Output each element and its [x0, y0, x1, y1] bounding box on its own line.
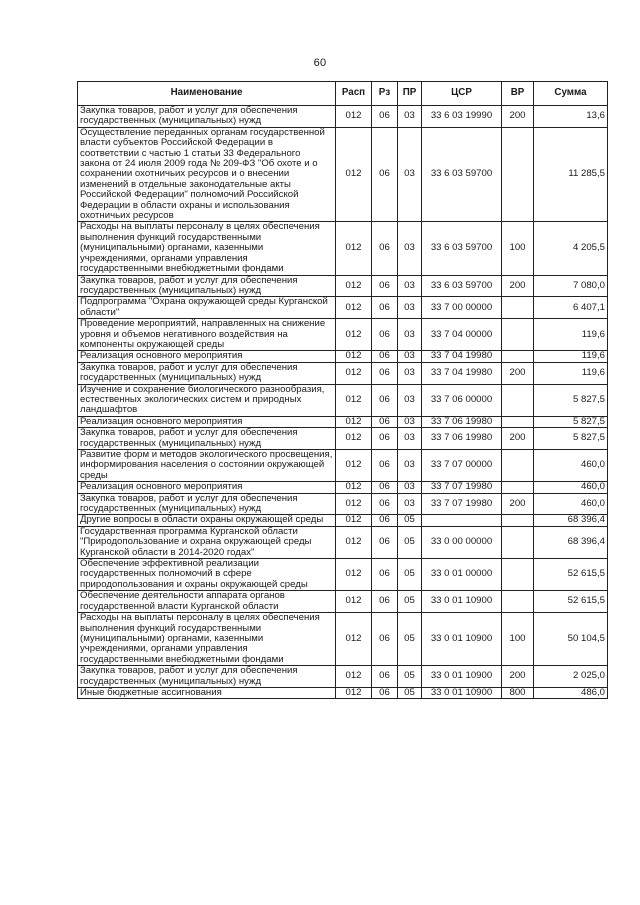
cell-vr [502, 319, 534, 351]
cell-csr: 33 0 00 00000 [422, 526, 502, 558]
table-row [78, 416, 608, 427]
cell-csr: 33 7 06 19980 [422, 428, 502, 450]
cell-name: Обеспечение деятельности аппарата органов государственной власти Курганской области [78, 591, 336, 613]
cell-vr: 100 [502, 222, 534, 275]
table-row [78, 275, 608, 297]
cell-csr: 33 0 01 10900 [422, 613, 502, 666]
cell-pr: 03 [398, 416, 422, 427]
cell-csr: 33 7 04 00000 [422, 319, 502, 351]
cell-name: Подпрограмма "Охрана окружающей среды Курганской области" [78, 297, 336, 319]
cell-pr: 03 [398, 275, 422, 297]
cell-rasp: 012 [336, 127, 372, 222]
cell-rz: 06 [372, 526, 398, 558]
cell-sum: 5 827,5 [534, 416, 608, 427]
cell-rasp: 012 [336, 384, 372, 416]
cell-rasp: 012 [336, 591, 372, 613]
cell-rasp: 012 [336, 297, 372, 319]
cell-rasp: 012 [336, 559, 372, 591]
cell-name: Иные бюджетные ассигнования [78, 687, 336, 698]
cell-rz: 06 [372, 591, 398, 613]
cell-pr: 03 [398, 297, 422, 319]
cell-pr: 05 [398, 591, 422, 613]
cell-vr: 200 [502, 106, 534, 128]
cell-csr: 33 7 04 19980 [422, 351, 502, 362]
cell-pr: 05 [398, 515, 422, 526]
cell-rz: 06 [372, 482, 398, 493]
cell-pr: 03 [398, 482, 422, 493]
cell-name: Реализация основного мероприятия [78, 416, 336, 427]
cell-csr: 33 7 07 00000 [422, 450, 502, 482]
cell-csr: 33 0 01 10900 [422, 666, 502, 688]
cell-vr: 100 [502, 613, 534, 666]
table-row [78, 591, 608, 613]
header-name: Наименование [78, 82, 336, 106]
cell-sum: 4 205,5 [534, 222, 608, 275]
cell-rz: 06 [372, 613, 398, 666]
cell-csr [422, 515, 502, 526]
table-row [78, 450, 608, 482]
cell-sum: 68 396,4 [534, 526, 608, 558]
cell-rasp: 012 [336, 106, 372, 128]
cell-csr: 33 7 06 19980 [422, 416, 502, 427]
table-body [78, 106, 608, 699]
cell-pr: 05 [398, 526, 422, 558]
cell-csr: 33 7 06 00000 [422, 384, 502, 416]
cell-vr [502, 351, 534, 362]
cell-rz: 06 [372, 351, 398, 362]
cell-name: Реализация основного мероприятия [78, 482, 336, 493]
table-row [78, 559, 608, 591]
table-row [78, 384, 608, 416]
cell-csr: 33 7 04 19980 [422, 362, 502, 384]
cell-rasp: 012 [336, 416, 372, 427]
cell-rz: 06 [372, 687, 398, 698]
cell-name: Проведение мероприятий, направленных на снижение уровня и объемов негативного воздействия на компоненты окружающей среды [78, 319, 336, 351]
cell-sum: 119,6 [534, 362, 608, 384]
cell-sum: 460,0 [534, 450, 608, 482]
cell-sum: 460,0 [534, 493, 608, 515]
cell-pr: 03 [398, 362, 422, 384]
page-number: 60 [313, 57, 327, 69]
cell-vr [502, 416, 534, 427]
cell-pr: 03 [398, 493, 422, 515]
table-row [78, 127, 608, 222]
cell-rasp: 012 [336, 362, 372, 384]
cell-vr [502, 450, 534, 482]
cell-csr: 33 0 01 00000 [422, 559, 502, 591]
table-row [78, 613, 608, 666]
cell-vr [502, 297, 534, 319]
cell-name: Закупка товаров, работ и услуг для обеспечения государственных (муниципальных) нужд [78, 666, 336, 688]
cell-rz: 06 [372, 515, 398, 526]
cell-name: Осуществление переданных органам государственной власти субъектов Российской Федерации в соответствии с частью 1 статьи 33 Федерального закона от 24 июля 2009 года № 209-ФЗ "Об охоте и о сохранении охотничьих ресурсов и о внесении изменений в отдельные законодательные акты Российской Федерации" полномочий Российской Федерации в области охраны и использования охотничьих ресурсов [78, 127, 336, 222]
cell-sum: 7 080,0 [534, 275, 608, 297]
cell-pr: 05 [398, 687, 422, 698]
cell-rasp: 012 [336, 666, 372, 688]
cell-name: Изучение и сохранение биологического разнообразия, естественных экологических систем и природных ландшафтов [78, 384, 336, 416]
cell-rasp: 012 [336, 493, 372, 515]
cell-sum: 2 025,0 [534, 666, 608, 688]
cell-rasp: 012 [336, 687, 372, 698]
cell-rasp: 012 [336, 450, 372, 482]
cell-vr [502, 384, 534, 416]
table-row [78, 526, 608, 558]
table-row [78, 515, 608, 526]
cell-rz: 06 [372, 450, 398, 482]
cell-rz: 06 [372, 493, 398, 515]
cell-sum: 119,6 [534, 319, 608, 351]
cell-rz: 06 [372, 319, 398, 351]
header-sum: Сумма [534, 82, 608, 106]
cell-rasp: 012 [336, 613, 372, 666]
cell-pr: 03 [398, 351, 422, 362]
cell-vr [502, 526, 534, 558]
cell-rz: 06 [372, 428, 398, 450]
cell-sum: 119,6 [534, 351, 608, 362]
header-rasp: Расп [336, 82, 372, 106]
cell-vr [502, 515, 534, 526]
cell-csr: 33 0 01 10900 [422, 687, 502, 698]
cell-rz: 06 [372, 275, 398, 297]
cell-name: Закупка товаров, работ и услуг для обеспечения государственных (муниципальных) нужд [78, 428, 336, 450]
cell-rz: 06 [372, 362, 398, 384]
cell-pr: 03 [398, 384, 422, 416]
cell-rasp: 012 [336, 275, 372, 297]
cell-name: Закупка товаров, работ и услуг для обеспечения государственных (муниципальных) нужд [78, 362, 336, 384]
cell-vr: 200 [502, 362, 534, 384]
cell-vr: 800 [502, 687, 534, 698]
cell-csr: 33 0 01 10900 [422, 591, 502, 613]
cell-name: Обеспечение эффективной реализации государственных полномочий в сфере природопользования и охраны окружающей среды [78, 559, 336, 591]
table-row [78, 687, 608, 698]
cell-sum: 50 104,5 [534, 613, 608, 666]
cell-pr: 03 [398, 222, 422, 275]
cell-csr: 33 6 03 59700 [422, 275, 502, 297]
cell-vr [502, 591, 534, 613]
cell-sum: 52 615,5 [534, 591, 608, 613]
cell-rz: 06 [372, 222, 398, 275]
table-row [78, 666, 608, 688]
cell-name: Закупка товаров, работ и услуг для обеспечения государственных (муниципальных) нужд [78, 275, 336, 297]
cell-pr: 05 [398, 613, 422, 666]
cell-rasp: 012 [336, 319, 372, 351]
cell-csr: 33 6 03 59700 [422, 127, 502, 222]
cell-sum: 52 615,5 [534, 559, 608, 591]
cell-name: Другие вопросы в области охраны окружающей среды [78, 515, 336, 526]
cell-csr: 33 7 00 00000 [422, 297, 502, 319]
cell-vr [502, 482, 534, 493]
cell-pr: 03 [398, 319, 422, 351]
cell-rz: 06 [372, 666, 398, 688]
table-row [78, 493, 608, 515]
cell-sum: 486,0 [534, 687, 608, 698]
cell-sum: 6 407,1 [534, 297, 608, 319]
cell-csr: 33 6 03 59700 [422, 222, 502, 275]
cell-name: Закупка товаров, работ и услуг для обеспечения государственных (муниципальных) нужд [78, 106, 336, 128]
cell-csr: 33 6 03 19990 [422, 106, 502, 128]
table-row [78, 362, 608, 384]
cell-pr: 03 [398, 450, 422, 482]
cell-rasp: 012 [336, 351, 372, 362]
cell-sum: 5 827,5 [534, 428, 608, 450]
cell-name: Расходы на выплаты персоналу в целях обеспечения выполнения функций государственными (муниципальными) органами, казенными учреждениями, органами управления государственными внебюджетными фондами [78, 222, 336, 275]
cell-rz: 06 [372, 384, 398, 416]
cell-vr: 200 [502, 493, 534, 515]
cell-vr: 200 [502, 428, 534, 450]
cell-sum: 11 285,5 [534, 127, 608, 222]
table-row [78, 482, 608, 493]
cell-sum: 13,6 [534, 106, 608, 128]
cell-name: Закупка товаров, работ и услуг для обеспечения государственных (муниципальных) нужд [78, 493, 336, 515]
cell-pr: 05 [398, 559, 422, 591]
cell-sum: 460,0 [534, 482, 608, 493]
cell-csr: 33 7 07 19980 [422, 493, 502, 515]
cell-sum: 68 396,4 [534, 515, 608, 526]
cell-pr: 03 [398, 428, 422, 450]
header-csr: ЦСР [422, 82, 502, 106]
header-pr: ПР [398, 82, 422, 106]
header-vr: ВР [502, 82, 534, 106]
table-row [78, 297, 608, 319]
cell-pr: 05 [398, 666, 422, 688]
table-row [78, 319, 608, 351]
cell-vr: 200 [502, 275, 534, 297]
cell-pr: 03 [398, 127, 422, 222]
budget-table [77, 81, 608, 699]
cell-rz: 06 [372, 106, 398, 128]
cell-sum: 5 827,5 [534, 384, 608, 416]
cell-name: Развитие форм и методов экологического просвещения, информирования населения о состоянии окружающей среды [78, 450, 336, 482]
cell-rz: 06 [372, 416, 398, 427]
cell-rasp: 012 [336, 482, 372, 493]
table-header-row [78, 82, 608, 106]
cell-name: Расходы на выплаты персоналу в целях обеспечения выполнения функций государственными (муниципальными) органами, казенными учреждениями, органами управления государственными внебюджетными фондами [78, 613, 336, 666]
table-row [78, 351, 608, 362]
cell-rasp: 012 [336, 428, 372, 450]
table-row [78, 428, 608, 450]
cell-name: Реализация основного мероприятия [78, 351, 336, 362]
cell-rasp: 012 [336, 515, 372, 526]
cell-rasp: 012 [336, 526, 372, 558]
table-row [78, 106, 608, 128]
cell-vr [502, 559, 534, 591]
cell-vr [502, 127, 534, 222]
cell-rz: 06 [372, 127, 398, 222]
header-rz: Рз [372, 82, 398, 106]
table-row [78, 222, 608, 275]
cell-name: Государственная программа Курганской области "Природопользование и охрана окружающей среды Курганской области в 2014-2020 годах" [78, 526, 336, 558]
cell-pr: 03 [398, 106, 422, 128]
cell-csr: 33 7 07 19980 [422, 482, 502, 493]
cell-vr: 200 [502, 666, 534, 688]
cell-rz: 06 [372, 297, 398, 319]
cell-rasp: 012 [336, 222, 372, 275]
cell-rz: 06 [372, 559, 398, 591]
